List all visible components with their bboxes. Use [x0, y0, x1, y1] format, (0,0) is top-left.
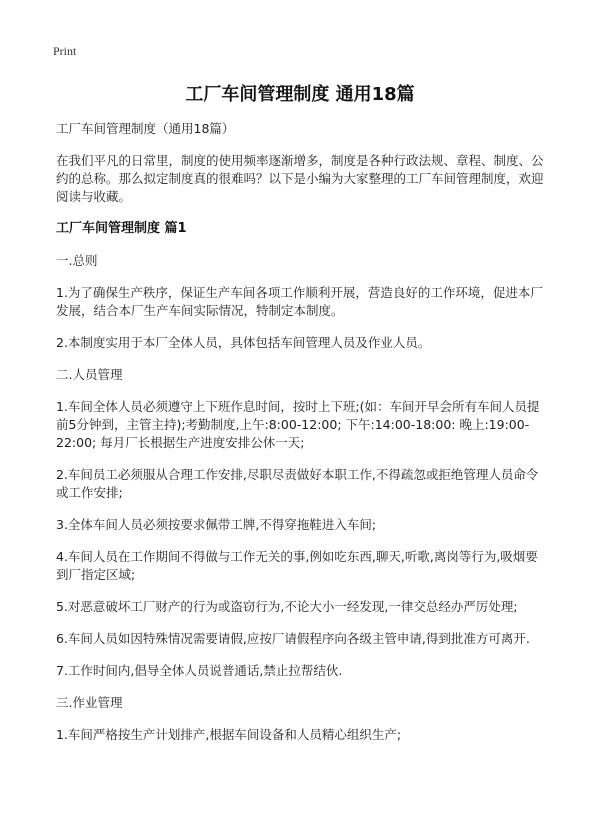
paragraph-item: 5.对恶意破坏工厂财产的行为或盗窃行为,不论大小一经发现,一律交总经办严厉处理;: [56, 599, 518, 614]
paragraph-item: 6.车间人员如因特殊情况需要请假,应按厂请假程序向各级主管申请,得到批准方可离开.: [56, 631, 530, 646]
document-title: 工厂车间管理制度 通用18篇: [185, 84, 415, 105]
paragraph-item: 2.本制度实用于本厂全体人员，具体包括车间管理人员及作业人员。: [56, 335, 431, 350]
print-link[interactable]: Print: [53, 44, 77, 58]
section-operations-heading: 三.作业管理: [56, 695, 123, 710]
paragraph-item: 3.全体车间人员必须按要求佩带工牌,不得穿拖鞋进入车间;: [56, 517, 377, 532]
document-subtitle: 工厂车间管理制度（通用18篇）: [56, 121, 235, 136]
document-body: [56, 120, 548, 758]
paragraph-item: 1.车间全体人员必须遵守上下班作息时间，按时上下班;(如：车间开早会所有车间人员提前5分钟到，主管主持);考勤制度,上午:8:00-12:00; 下午:14:00-18:00: 晚上:19:00-22:00; 每月厂长根据生产进度安排公休一天;: [56, 399, 540, 450]
paragraph-item: 4.车间人员在工作期间不得做与工作无关的事,例如吃东西,聊天,听歌,离岗等行为,吸烟要到厂指定区域;: [56, 549, 538, 582]
paragraph-item: 2.车间员工必须服从合理工作安排,尽职尽责做好本职工作,不得疏忽或拒绝管理人员命令或工作安排;: [56, 467, 539, 500]
section-general-heading: 一.总则: [56, 253, 98, 268]
paragraph-item: 1.为了确保生产秩序，保证生产车间各项工作顺利开展，营造良好的工作环境，促进本厂发展，结合本厂生产车间实际情况，特制定本制度。: [56, 285, 543, 318]
paragraph-item: 1.车间严格按生产计划排产,根据车间设备和人员精心组织生产;: [56, 727, 402, 742]
intro-paragraph: 在我们平凡的日常里，制度的使用频率逐渐增多，制度是各种行政法规、章程、制度、公约的总称。那么拟定制度真的很难吗？以下是小编为大家整理的工厂车间管理制度，欢迎阅读与收藏。: [56, 153, 544, 204]
paragraph-item: 7.工作时间内,倡导全体人员说普通话,禁止拉帮结伙.: [56, 663, 343, 678]
section-heading: 工厂车间管理制度 篇1: [56, 221, 187, 236]
section-personnel-heading: 二.人员管理: [56, 367, 123, 382]
